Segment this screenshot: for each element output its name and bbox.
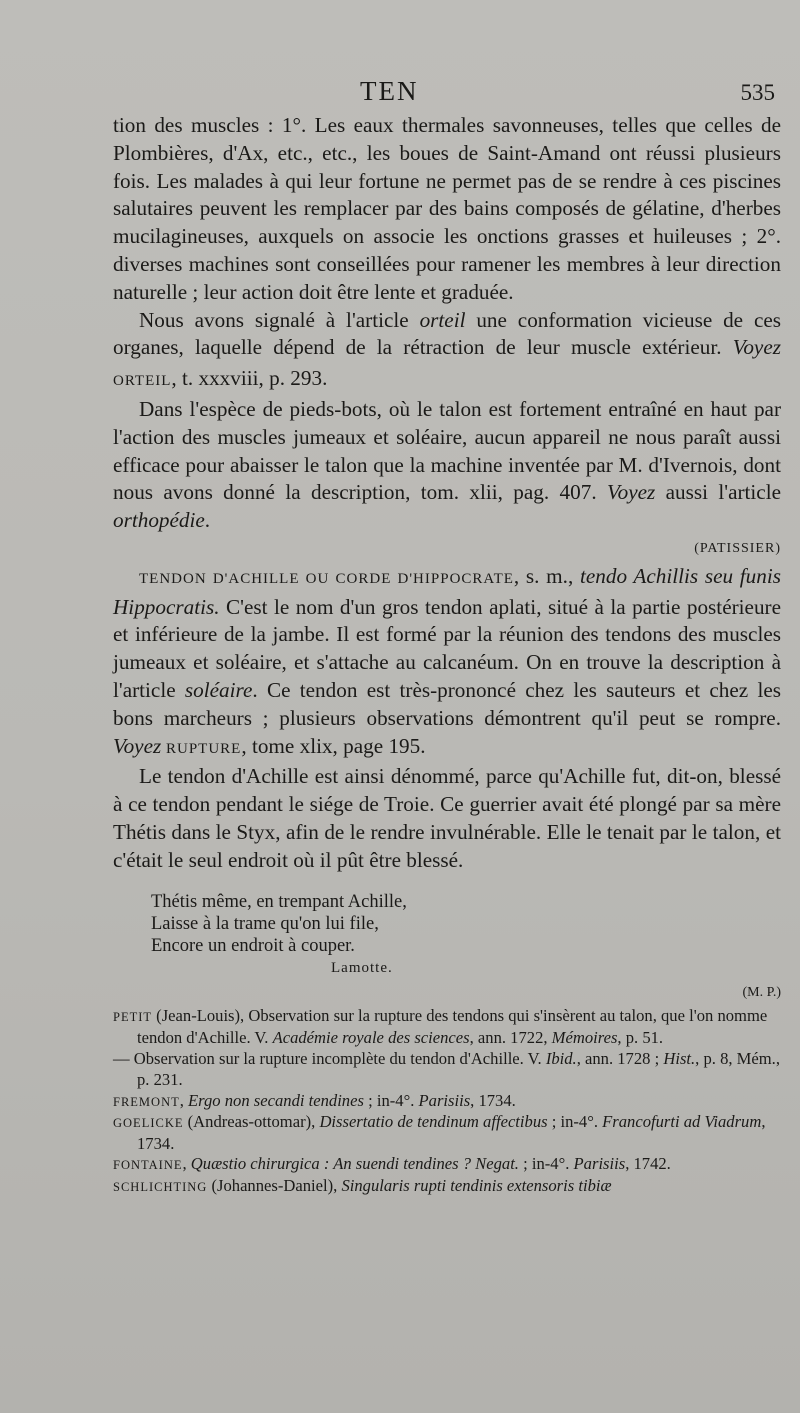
main-text: [113, 112, 781, 1198]
text-run: ; in-4°.: [547, 1112, 603, 1132]
text-run: . Ce tendon est très-prononcé chez les sauteurs et chez les bons marcheurs ; plusieurs observations démontrent qu'il peut se rompre.: [113, 677, 781, 730]
bibliography-entry: [113, 1154, 781, 1176]
text-run: , 1734.: [470, 1090, 516, 1110]
paragraph-achille-legend: Le tendon d'Achille est ainsi dénommé, parce qu'Achille fut, dit-on, blessé à ce tendon pendant le siége de Troie. Ce guerrier avait été plongé par sa mère Thétis dans le Styx, afin de le rendre invulnérable. Elle le tenait par le talon, et c'était le seul endroit où il pût être blessé.: [113, 764, 781, 872]
cross-ref-voyez: Voyez: [607, 480, 656, 505]
bib-title: Parisiis: [573, 1154, 626, 1174]
text-run: , 1734.: [137, 1112, 766, 1153]
bib-title: Francofurti ad Viadrum: [602, 1112, 762, 1132]
verse-line: Laisse à la trame qu'on lui file,: [151, 913, 379, 934]
bib-title: Ibid.: [545, 1048, 577, 1068]
verse-line: Encore un endroit à couper.: [151, 935, 355, 956]
cross-ref-term: RUPTURE: [161, 740, 242, 757]
entry-headword: TENDON D'ACHILLE OU CORDE D'HIPPOCRATE: [139, 570, 514, 587]
paragraph-orteil: [113, 307, 781, 396]
bib-title: Singularis rupti tendinis extensoris tibiæ: [341, 1176, 612, 1196]
latin-name: tendo Achillis seu funis Hippocratis.: [113, 563, 781, 619]
bib-author: GOELICKE: [113, 1116, 184, 1131]
text-run: aussi l'article: [655, 480, 781, 505]
bibliography-entry: [113, 1049, 781, 1091]
bib-author: PETIT: [113, 1010, 153, 1025]
author-signature: (PATISSIER): [694, 540, 781, 556]
cross-ref-voyez: Voyez: [113, 733, 162, 758]
bib-title: Mémoires: [551, 1027, 618, 1047]
text-run: ,: [182, 1154, 191, 1174]
text-run: .: [204, 508, 211, 533]
bibliography-entry: [113, 1112, 781, 1154]
paragraph-continuation: tion des muscles : 1°. Les eaux thermales savonneuses, telles que celles de Plombières, d'Ax, etc., etc., les boues de Saint-Amand ont réussi plusieurs fois. Les malades à qui leur fortune ne permet pas de se rendre à ces piscines salutaires peuvent les remplacer par des bains composés de gélatine, d'herbes mucilagineuses, auxquels on associe les onctions grasses et huileuses ; 2°. diverses machines sont conseillées pour ramener les membres à leur direction naturelle ; leur action doit être lente et graduée.: [113, 113, 781, 304]
text-run: (Jean-Louis), Observation sur la rupture des tendons qui s'insèrent au talon, que l'on nomme tendon d'Achille. V.: [137, 1006, 768, 1047]
text-run: (Andreas-ottomar),: [183, 1112, 320, 1132]
bib-title: Hist.: [663, 1048, 696, 1068]
text-run: , tome xlix, page 195.: [241, 733, 426, 758]
text-run: (Johannes-Daniel),: [207, 1176, 342, 1196]
cross-ref-term: ORTEIL: [113, 373, 172, 390]
text-run: , 1742.: [625, 1154, 671, 1174]
bib-author: SCHLICHTING: [113, 1180, 208, 1195]
author-signature: (M. P.): [742, 984, 781, 1000]
bib-title: Dissertatio de tendinum affectibus: [319, 1112, 548, 1132]
text-run: , t. xxxviii, p. 293.: [171, 366, 328, 391]
bib-title: Parisiis: [418, 1090, 471, 1110]
verse-author: Lamotte.: [331, 959, 393, 976]
bibliography-entry: [113, 1006, 781, 1048]
text-run: ; in-4°.: [363, 1090, 419, 1110]
running-head: TEN: [360, 76, 419, 106]
bib-title: Ergo non secandi tendines: [188, 1090, 364, 1110]
text-run: ; in-4°.: [518, 1154, 574, 1174]
verse-quotation: [151, 891, 781, 979]
page-header: [115, 76, 775, 110]
bibliography-entry: [113, 1091, 781, 1113]
bib-title: Académie royale des sciences: [272, 1027, 470, 1047]
italic-term: soléaire: [184, 677, 253, 702]
bibliography-entry: [113, 1176, 781, 1198]
text-run: , p. 51.: [617, 1027, 664, 1047]
cross-ref-voyez: Voyez: [732, 335, 781, 360]
entry-tendon-achille: [113, 563, 781, 764]
text-run: Nous avons signalé à l'article: [139, 307, 420, 332]
bib-title: Quæstio chirurgica : An suendi tendines ? Negat.: [190, 1154, 519, 1174]
text-run: Dans l'espèce de pieds-bots, où le talon est fortement entraîné en haut par l'action des muscles jumeaux et soléaire, aucun appareil ne nous paraît aussi efficace pour abaisser le talon que la machine inventée par M. d'Ivernois, dont nous avons donné la description, tom. xlii, pag. 407.: [113, 396, 781, 505]
page-number: 535: [740, 80, 775, 105]
text-run: ,: [179, 1090, 189, 1110]
paragraph-pieds-bots: [113, 396, 781, 535]
text-run: , ann. 1728 ;: [576, 1048, 664, 1068]
text-run: — Observation sur la rupture incomplète du tendon d'Achille. V.: [113, 1048, 546, 1068]
bib-author: FONTAINE: [113, 1158, 183, 1173]
text-run: , s. m.,: [513, 563, 580, 588]
text-run: une conformation vicieuse de ces organes, laquelle dépend de la rétraction de leur muscle extérieur.: [113, 307, 782, 360]
italic-term: orthopédie: [113, 508, 205, 533]
bib-author: FREMONT: [113, 1094, 180, 1109]
text-run: , ann. 1722,: [469, 1027, 552, 1047]
italic-term: orteil: [419, 307, 466, 332]
text-run: , p. 8, Mém., p. 231.: [137, 1048, 780, 1090]
bibliography: [113, 1006, 781, 1197]
verse-line: Thétis même, en trempant Achille,: [151, 891, 407, 912]
text-run: C'est le nom d'un gros tendon aplati, situé à la partie postérieure et inférieure de la jambe. Il est formé par la réunion des tendons des muscles jumeaux et soléaire, et s'attache au calcanéum. On en trouve la description à l'article: [113, 594, 781, 702]
